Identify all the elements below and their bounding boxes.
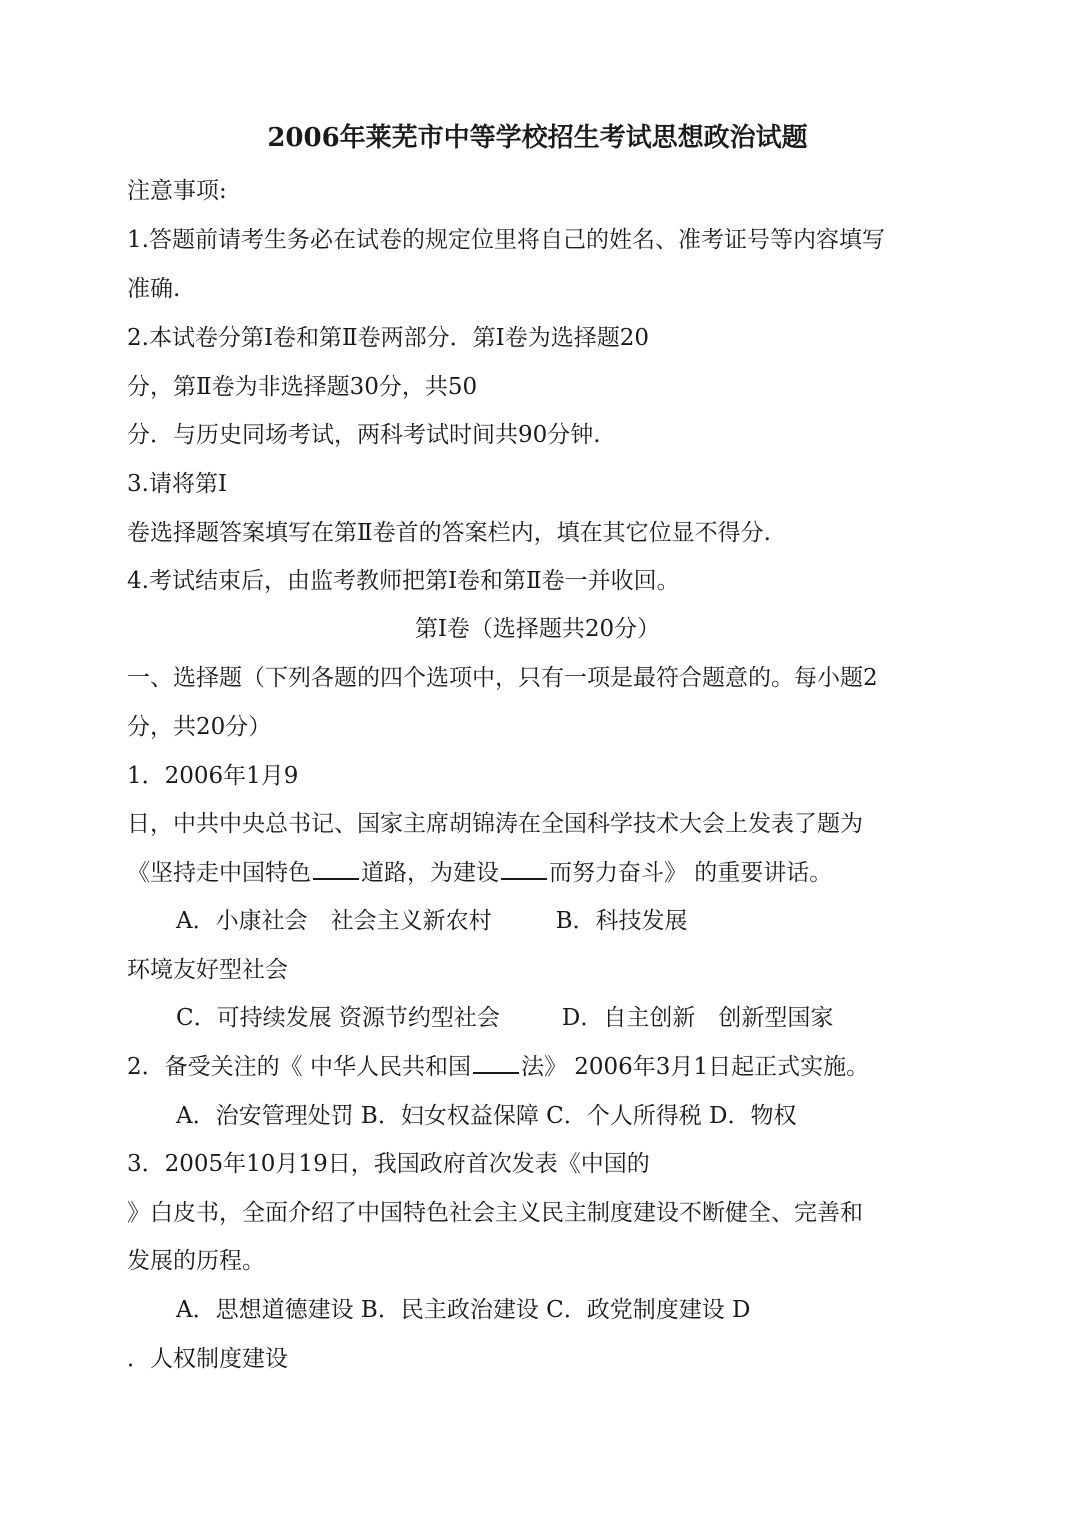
note-1-line-2: 准确.	[127, 276, 181, 302]
q1-options-cd	[176, 1003, 833, 1033]
note-3-line-2: 卷选择题答案填写在第Ⅱ卷首的答案栏内，填在其它位显不得分.	[127, 520, 771, 546]
q1-line-3-part-a: 《坚持走中国特色	[127, 860, 311, 886]
q3-line-3: 发展的历程。	[127, 1248, 265, 1274]
q1-blank-1	[313, 858, 359, 880]
q3-options: A．思想道德建设 B．民主政治建设 C．政党制度建设 D	[176, 1297, 751, 1323]
q2-line-1-part-b: 法》 2006年3月1日起正式实施。	[520, 1054, 870, 1080]
q2-options: A．治安管理处罚 B．妇女权益保障 C．个人所得税 D．物权	[176, 1103, 797, 1129]
q1-option-b-continued: 环境友好型社会	[127, 957, 288, 983]
section-intro-line-2: 分，共20分）	[127, 714, 272, 740]
q3-line-2: 》白皮书，全面介绍了中国特色社会主义民主制度建设不断健全、完善和	[127, 1200, 863, 1226]
q1-blank-2	[501, 858, 547, 880]
note-1-line-1: 1.答题前请考生务必在试卷的规定位里将自己的姓名、准考证号等内容填写	[127, 227, 885, 253]
q1-options-ab	[176, 906, 688, 936]
q1-line-2: 日，中共中央总书记、国家主席胡锦涛在全国科学技术大会上发表了题为	[127, 811, 863, 837]
section-intro-line-1: 一、选择题（下列各题的四个选项中，只有一项是最符合题意的。每小题2	[127, 665, 878, 691]
q1-line-3-part-c: 而努力奋斗》 的重要讲话。	[549, 860, 833, 886]
note-2-line-3: 分．与历史同场考试，两科考试时间共90分钟.	[127, 422, 601, 448]
page-title: 2006年莱芜市中等学校招生考试思想政治试题	[267, 123, 808, 153]
q2-line-1	[127, 1052, 869, 1082]
note-4: 4.考试结束后，由监考教师把第I卷和第Ⅱ卷一并收回。	[127, 568, 680, 594]
q1-line-3	[127, 858, 832, 888]
q1-option-a: A．小康社会 社会主义新农村	[176, 908, 492, 934]
q1-option-b: B．科技发展	[555, 908, 688, 934]
note-2-line-2: 分，第Ⅱ卷为非选择题30分，共50	[127, 374, 478, 400]
q1-line-3-part-b: 道路，为建设	[361, 860, 499, 886]
note-2-line-1: 2.本试卷分第I卷和第Ⅱ卷两部分．第I卷为选择题20	[127, 325, 650, 351]
q1-option-c: C．可持续发展 资源节约型社会	[176, 1005, 500, 1031]
notes-heading: 注意事项:	[127, 178, 227, 204]
note-3-line-1: 3.请将第I	[127, 471, 228, 497]
q3-line-1: 3．2005年10月19日，我国政府首次发表《中国的	[127, 1151, 650, 1177]
q1-option-d: D．自主创新 创新型国家	[561, 1005, 834, 1031]
q3-options-continued: ．人权制度建设	[127, 1346, 288, 1372]
q2-line-1-part-a: 2．备受关注的《 中华人民共和国	[127, 1054, 471, 1080]
q1-line-1: 1．2006年1月9	[127, 763, 299, 789]
q2-blank	[473, 1052, 519, 1074]
section-heading: 第I卷（选择题共20分）	[414, 616, 661, 642]
